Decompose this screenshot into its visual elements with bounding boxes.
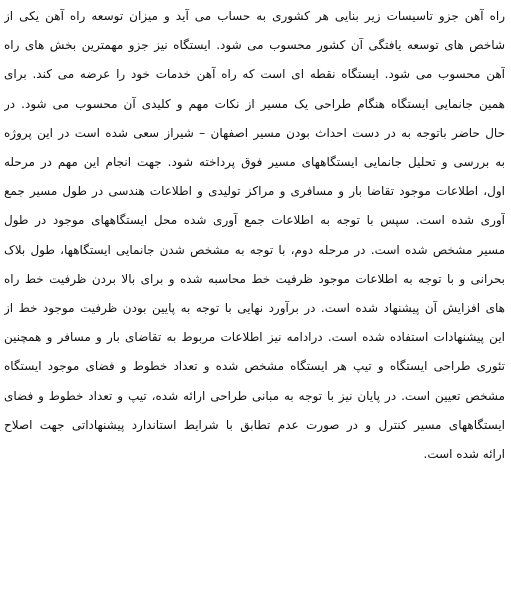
paragraph-line-13: تئوری طراحی ایستگاه و تیپ هر ایستگاه مشخص شده و تعداد خطوط و فضای موجود ایستگاه xyxy=(4,359,505,374)
paragraph-line-14: مشخص تعیین است. در پایان نیز با توجه به مبانی طراحی ارائه شده، تیپ و تعداد خطوط و فضای xyxy=(4,388,505,403)
paragraph-line-5: حال حاضر باتوجه به در دست احداث بودن مسیر اصفهان – شیراز سعی شده است در این پروژه xyxy=(4,125,505,140)
paragraph-line-7: اول، اطلاعات موجود تقاضا بار و مسافری و مراکز تولیدی و اطلاعات هندسی در طول مسیر جمع xyxy=(4,184,505,199)
paragraph-line-9: مسیر مشخص شده است. در مرحله دوم، با توجه به مشخص شدن جانمایی ایستگاهها، طول بلاک xyxy=(4,242,505,257)
paragraph-line-12: این پیشنهادات استفاده شده است. درادامه نیز اطلاعات مربوط به تقاضای بار و مسافر و همچنین xyxy=(4,330,505,345)
paragraph-line-3: آهن محسوب می شود. ایستگاه نقطه ای است که راه آهن خدمات خود را عرضه می کند. برای xyxy=(4,67,505,82)
paragraph-line-10: بحرانی و با توجه به اطلاعات موجود ظرفیت خط محاسبه شده و برای بالا بردن ظرفیت خط راه xyxy=(4,271,505,286)
paragraph-line-2: شاخص های توسعه یافتگی آن کشور محسوب می شود. ایستگاه نیز جزو مهمترین بخش های راه xyxy=(4,38,505,53)
paragraph-line-16: ارائه شده است. xyxy=(423,447,505,462)
paragraph-line-8: آوری شده است. سپس با توجه به اطلاعات جمع آوری شده محل ایستگاههای موجود در طول xyxy=(4,213,505,228)
paragraph-line-6: به بررسی و تحلیل جانمایی ایستگاههای مسیر فوق پرداخته شود. جهت انجام این مهم در مرحله xyxy=(4,155,505,170)
paragraph-line-15: ایستگاههای مسیر کنترل و در صورت عدم تطابق با شرایط استاندارد پیشنهاداتی جهت اصلاح xyxy=(4,417,505,432)
paragraph-line-11: های افزایش آن پیشنهاد شده است. در برآورد نهایی با توجه به پایین بودن ظرفیت موجود خط از xyxy=(4,301,505,316)
paragraph-line-1: راه آهن جزو تاسیسات زیر بنایی هر کشوری به حساب می آید و میزان توسعه راه آهن یکی از xyxy=(4,9,505,23)
paragraph-line-4: همین جانمایی ایستگاه هنگام طراحی یک مسیر از نکات مهم و کلیدی آن محسوب می شود. در xyxy=(4,96,505,111)
abstract-paragraph xyxy=(4,0,505,469)
